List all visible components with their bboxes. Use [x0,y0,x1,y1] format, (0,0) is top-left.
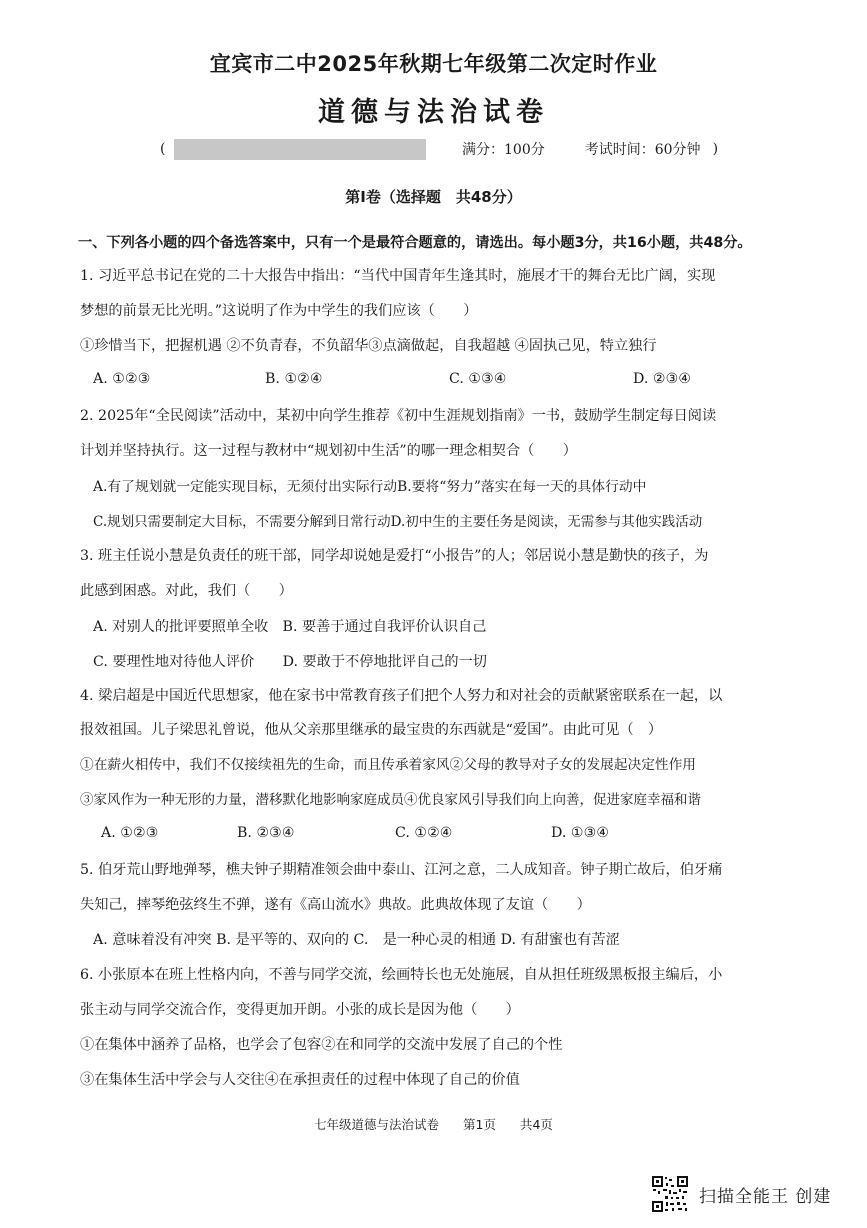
footer-page-total: 共4页 [519,1117,553,1132]
q2-stem-line1: 2. 2025年“全民阅读”活动中，某初中向学生推荐《初中生涯规划指南》一书，鼓励学生制定每日阅读 [80,408,717,424]
q4-option-d: D. ①③④ [551,825,610,841]
q5-stem-line2: 失知己，摔琴绝弦终生不弹，遂有《高山流水》典故。此典故体现了友谊（ ） [80,897,591,913]
q5-stem-line1: 5. 伯牙荒山野地弹琴，樵夫钟子期精准领会曲中泰山、江河之意，二人成知音。钟子期亡故后，伯牙痛 [80,862,723,878]
school-title: 宜宾市二中2025年秋期七年级第二次定时作业 [209,52,658,76]
q3-options-cd: C. 要理性地对待他人评价 D. 要敢于不停地批评自己的一切 [93,654,487,670]
q6-statements-1: ①在集体中涵养了品格，也学会了包容②在和同学的交流中发展了自己的个性 [80,1037,563,1053]
q3-options-ab: A. 对别人的批评要照单全收 B. 要善于通过自我评价认识自己 [93,619,487,635]
q1-stem-line1: 1. 习近平总书记在党的二十大报告中指出：“当代中国青年生逢其时，施展才干的舞台无比广阔，实现 [80,268,716,284]
q6-statements-2: ③在集体生活中学会与人交往④在承担责任的过程中体现了自己的价值 [80,1072,520,1088]
q1-option-b: B. ①②④ [265,371,323,387]
q2-options-cd: C.规划只需要制定大目标，不需要分解到日常行动D.初中生的主要任务是阅读，无需参与其他实践活动 [93,514,703,530]
exam-info-line [160,137,718,161]
section-instruction: 一、下列各小题的四个备选答案中，只有一个是最符合题意的，请选出。每小题3分，共16小题，共48分。 [78,235,752,251]
info-close-paren: ) [712,141,719,157]
footer-paper-name: 七年级道德与法治试卷 [314,1117,440,1132]
q4-statements-2: ③家风作为一种无形的力量，潜移默化地影响家庭成员④优良家风引导我们向上向善，促进家庭幸福和谐 [80,792,701,808]
scanner-label: 扫描全能王 创建 [699,1186,832,1207]
q4-statements-1: ①在薪火相传中，我们不仅接续祖先的生命，而且传承着家风②父母的教导对子女的发展起决定性作用 [80,757,696,773]
q3-stem-line1: 3. 班主任说小慧是负责任的班干部，同学却说她是爱打“小报告”的人；邻居说小慧是勤快的孩子，为 [80,548,709,564]
q1-option-d: D. ②③④ [633,371,692,387]
exam-time: 考试时间：60分钟 [584,142,701,158]
info-open-paren: ( [160,141,166,157]
footer-page-number: 第1页 [463,1117,496,1132]
full-score: 满分：100分 [462,142,545,158]
q6-stem-line1: 6. 小张原本在班上性格内向，不善与同学交流，绘画特长也无处施展，自从担任班级黑板报主编后，小 [80,967,723,983]
q1-stem-line2: 梦想的前景无比光明。”这说明了作为中学生的我们应该（ ） [80,303,478,319]
q4-stem-line2: 报效祖国。儿子梁思礼曾说，他从父亲那里继承的最宝贵的东西就是“爱国”。由此可见（ ） [80,722,663,738]
qr-code-icon [651,1175,689,1213]
q1-statements: ①珍惜当下，把握机遇 ②不负青春，不负韶华③点滴做起，自我超越 ④固执己见，特立独行 [80,338,657,354]
redacted-block [174,139,426,160]
q4-stem-line1: 4. 梁启超是中国近代思想家，他在家书中常教育孩子们把个人努力和对社会的贡献紧密联系在一起，以 [80,688,723,704]
q3-stem-line2: 此感到困惑。对此，我们（ ） [80,583,293,599]
paper-title: 道德与法治试卷 [318,97,549,128]
q4-option-b: B. ②③④ [237,825,295,841]
section-heading: 第Ⅰ卷（选择题 共48分） [345,188,522,206]
q2-stem-line2: 计划并坚持执行。这一过程与教材中“规划初中生活”的哪一理念相契合（ ） [80,443,577,459]
scanner-watermark [651,1174,831,1214]
q6-stem-line2: 张主动与同学交流合作，变得更加开朗。小张的成长是因为他（ ） [80,1002,520,1018]
page-footer [0,1115,867,1133]
q1-option-c: C. ①③④ [449,371,507,387]
q4-option-a: A. ①②③ [101,825,159,841]
q1-option-a: A. ①②③ [93,371,151,387]
q4-option-c: C. ①②④ [395,825,453,841]
q5-options: A. 意味着没有冲突 B. 是平等的、双向的 C. 是一种心灵的相通 D. 有甜蜜也有苦涩 [93,932,620,948]
q2-options-ab: A.有了规划就一定能实现目标，无须付出实际行动B.要将“努力”落实在每一天的具体行动中 [93,479,647,495]
